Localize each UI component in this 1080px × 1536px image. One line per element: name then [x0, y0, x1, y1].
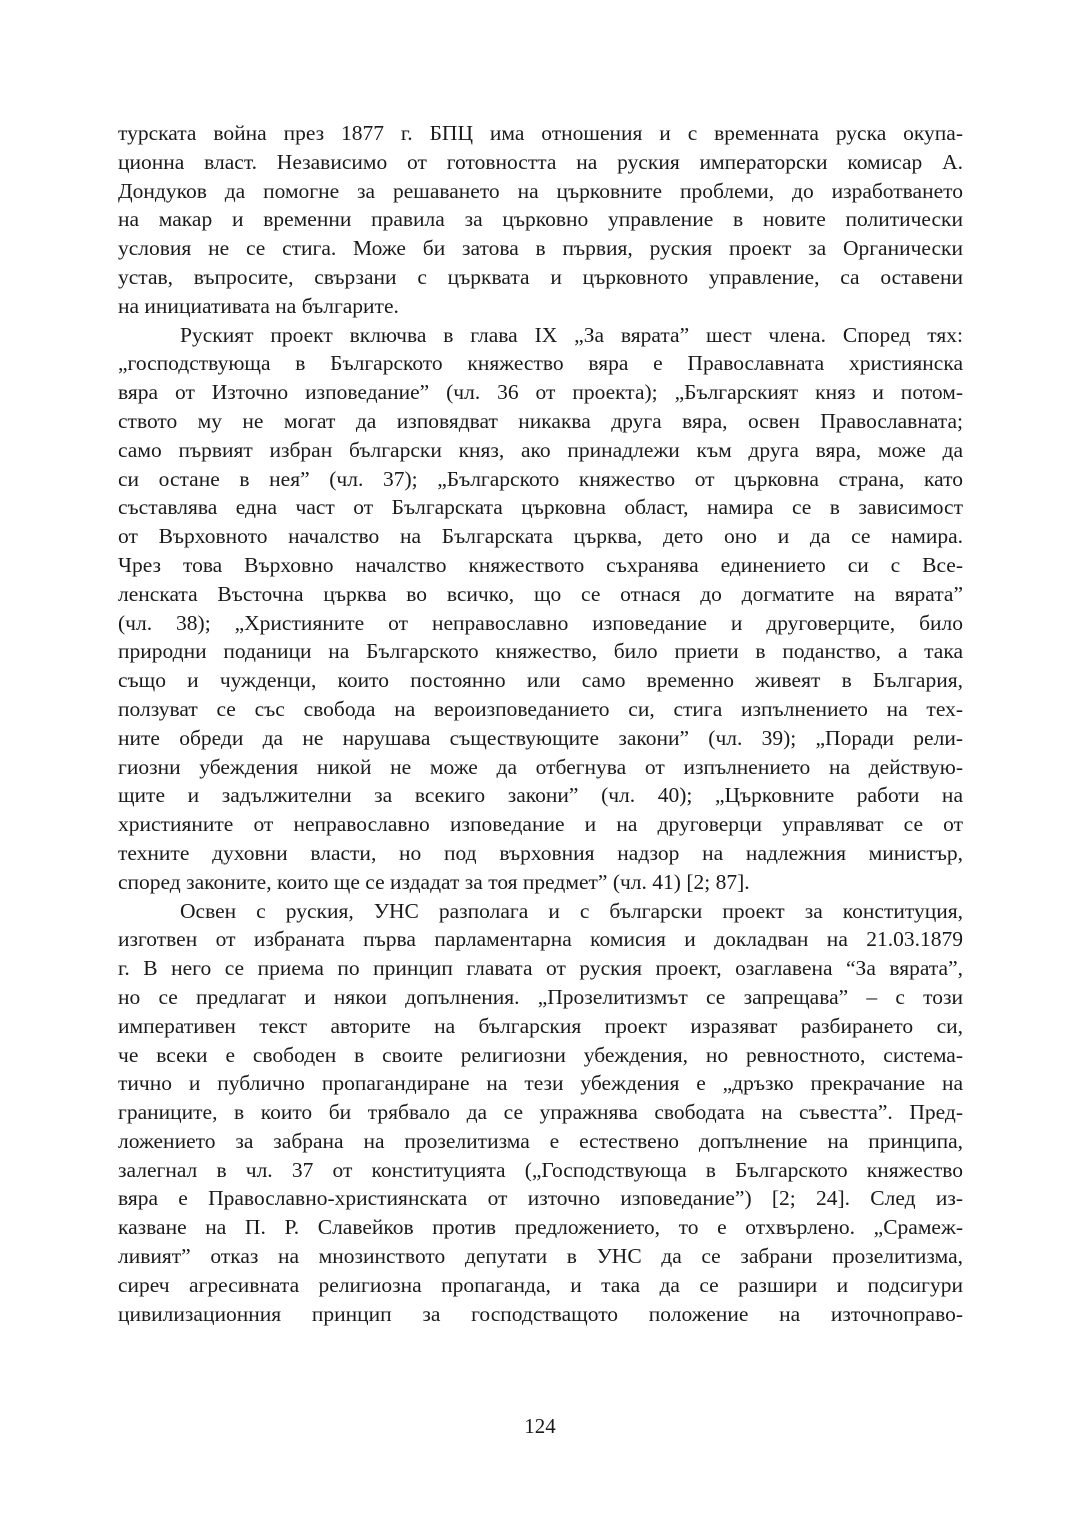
text-line: ните обреди да не нарушава съществующите закони” (чл. 39); „Поради рели- — [118, 725, 963, 750]
text-line: но се предлагат и някои допълнения. „Прозелитизмът се запрещава” – с този — [118, 984, 963, 1009]
text-line: от Върховното началство на Българската църква, дето оно и да се намира. — [118, 524, 963, 549]
text-line: че всеки е свободен в своите религиозни убеждения, но ревностното, система- — [118, 1042, 963, 1067]
text-line: съставлява една част от Българската църковна област, намира се в зависимост — [118, 495, 963, 520]
text-line: на инициативата на българите. — [118, 293, 399, 318]
text-line: християните от неправославно изповедание и на друговерци управляват се от — [118, 812, 963, 837]
text-line: устав, въпросите, свързани с църквата и църковното управление, са оставени — [118, 264, 963, 289]
text-line: ството му не могат да изповядват никаква друга вяра, освен Православната; — [118, 408, 963, 433]
text-line: границите, в които би трябвало да се упражнява свободата на съвестта”. Пред- — [118, 1100, 963, 1125]
text-line: вяра е Православно-християнската от източно изповедание”) [2; 24]. След из- — [118, 1186, 963, 1211]
text-line: Дондуков да помогне за решаването на църковните проблеми, до изработването — [118, 178, 963, 203]
page-number: 124 — [524, 1414, 556, 1438]
text-line: на макар и временни правила за църковно управление в новите политически — [118, 207, 963, 232]
text-line: г. В него се приема по принцип главата от руския проект, озаглавена “За вярата”, — [118, 956, 963, 981]
text-line: цивилизационния принцип за господстващото положение на източноправо- — [118, 1301, 963, 1326]
text-line: тично и публично пропагандиране на тези убеждения е „дръзко прекрачание на — [118, 1071, 963, 1096]
paragraph — [118, 321, 963, 897]
text-line: само първият избран български княз, ако принадлежи към друга вяра, може да — [118, 437, 963, 462]
text-line: казване на П. Р. Славейков против предложението, то е отхвърлено. „Срамеж- — [118, 1215, 963, 1240]
text-line: според законите, които ще се издадат за тоя предмет” (чл. 41) [2; 87]. — [118, 869, 750, 894]
text-line: си остане в нея” (чл. 37); „Българското княжество от църковна страна, като — [118, 466, 963, 491]
text-line: ползуват се със свобода на вероизповеданието си, стига изпълнението на тех- — [118, 696, 963, 721]
text-line: ливият” отказ на мнозинството депутати в УНС да се забрани прозелитизма, — [118, 1244, 963, 1269]
text-line: ционна власт. Независимо от готовността на руския императорски комисар А. — [118, 149, 963, 174]
text-line: залегнал в чл. 37 от конституцията („Господствующа в Българското княжество — [118, 1157, 963, 1182]
text-line: турската война през 1877 г. БПЦ има отношения и с временната руска окупа- — [118, 121, 963, 145]
text-line: изготвен от избраната първа парламентарна комисия и докладван на 21.03.1879 — [118, 927, 963, 952]
text-line: условия не се стига. Може би затова в първия, руския проект за Органически — [118, 236, 963, 261]
text-line: Чрез това Върховно началство княжеството съхранява единението си с Все- — [118, 552, 963, 577]
text-line: ленската Въсточна църква во всичко, що се отнася до догматите на вярата” — [118, 581, 963, 606]
text-line: сиреч агресивната религиозна пропаганда, и така да се разшири и подсигури — [118, 1272, 963, 1297]
paragraph — [118, 119, 963, 321]
paragraph — [118, 897, 963, 1329]
text-line: Освен с руския, УНС разполага и с български проект за конституция, — [180, 898, 963, 923]
text-line: (чл. 38); „Християните от неправославно изповедание и друговерците, било — [118, 610, 963, 635]
text-line: ложението за забрана на прозелитизма е естествено допълнение на принципа, — [118, 1128, 963, 1153]
text-line: императивен текст авторите на българския проект изразяват разбирането си, — [118, 1013, 963, 1038]
text-line: Руският проект включва в глава IX „За вярата” шест члена. Според тях: — [180, 322, 963, 347]
text-line: гиозни убеждения никой не може да отбегнува от изпълнението на действую- — [118, 754, 963, 779]
text-line: щите и задължителни за всекиго закони” (чл. 40); „Църковните работи на — [118, 783, 963, 808]
text-line: природни поданици на Българското княжество, било приети в поданство, а така — [118, 639, 963, 664]
text-line: техните духовни власти, но под върховния надзор на надлежния министър, — [118, 840, 963, 865]
page-body — [118, 119, 963, 1328]
text-line: вяра от Източно изповедание” (чл. 36 от проекта); „Българският княз и потом- — [118, 380, 963, 405]
text-line: „господствующа в Българското княжество вяра е Православната християнска — [118, 351, 963, 376]
text-line: също и чужденци, които постоянно или само временно живеят в България, — [118, 668, 963, 693]
